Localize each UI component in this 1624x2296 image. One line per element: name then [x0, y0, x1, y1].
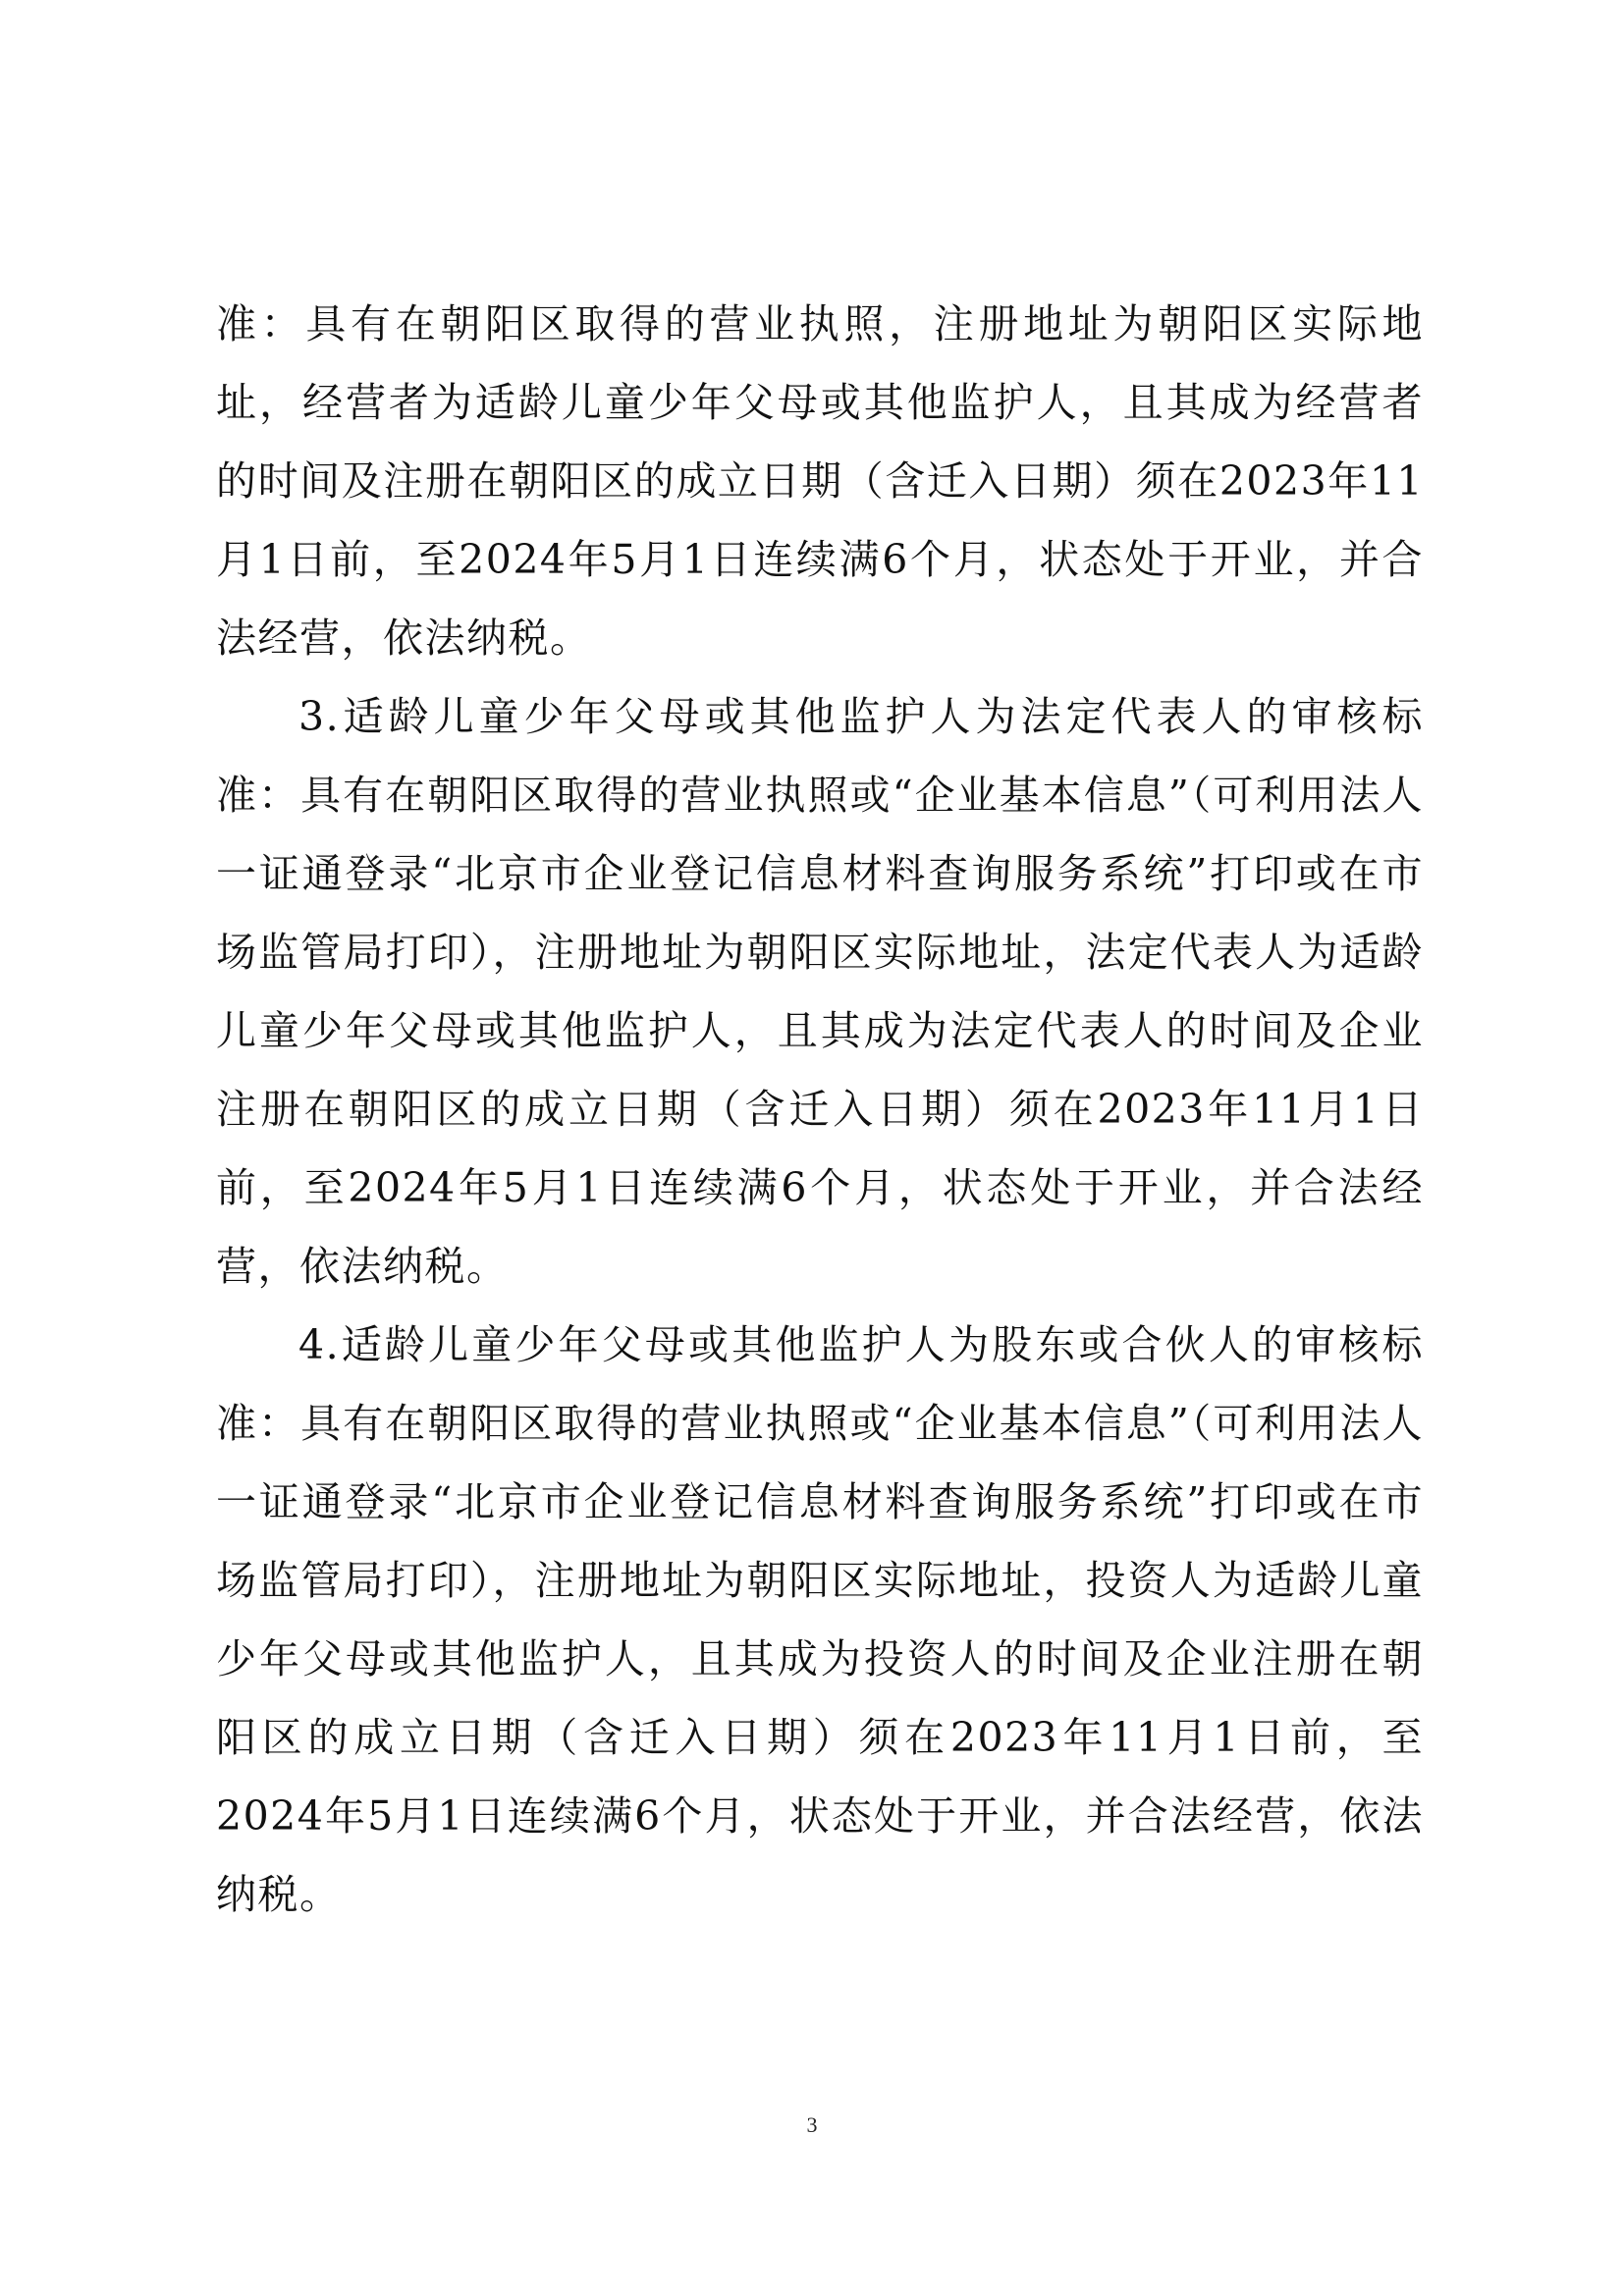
paragraph-item-4: 4.适龄儿童少年父母或其他监护人为股东或合伙人的审核标准：具有在朝阳区取得的营业执照或“企业基本信息”（可利用法人一证通登录“北京市企业登记信息材料查询服务系统”打印或在市场监管局打印），注册地址为朝阳区实际地址，投资人为适龄儿童少年父母或其他监护人，且其成为投资人的时间及企业注册在朝阳区的成立日期（含迁入日期）须在2023年11月1日前，至2024年5月1日连续满6个月，状态处于开业，并合法经营，依法纳税。: [216, 1321, 1424, 1918]
paragraph-item-3: 3.适龄儿童少年父母或其他监护人为法定代表人的审核标准：具有在朝阳区取得的营业执照或“企业基本信息”（可利用法人一证通登录“北京市企业登记信息材料查询服务系统”打印或在市场监管局打印），注册地址为朝阳区实际地址，法定代表人为适龄儿童少年父母或其他监护人，且其成为法定代表人的时间及企业注册在朝阳区的成立日期（含迁入日期）须在2023年11月1日前，至2024年5月1日连续满6个月，状态处于开业，并合法经营，依法纳税。: [216, 693, 1424, 1290]
paragraph-continuation: 准：具有在朝阳区取得的营业执照，注册地址为朝阳区实际地址，经营者为适龄儿童少年父母或其他监护人，且其成为经营者的时间及注册在朝阳区的成立日期（含迁入日期）须在2023年11月1日前，至2024年5月1日连续满6个月，状态处于开业，并合法经营，依法纳税。: [216, 300, 1424, 662]
document-body: [216, 285, 1424, 1934]
page-number: 3: [806, 2112, 818, 2137]
